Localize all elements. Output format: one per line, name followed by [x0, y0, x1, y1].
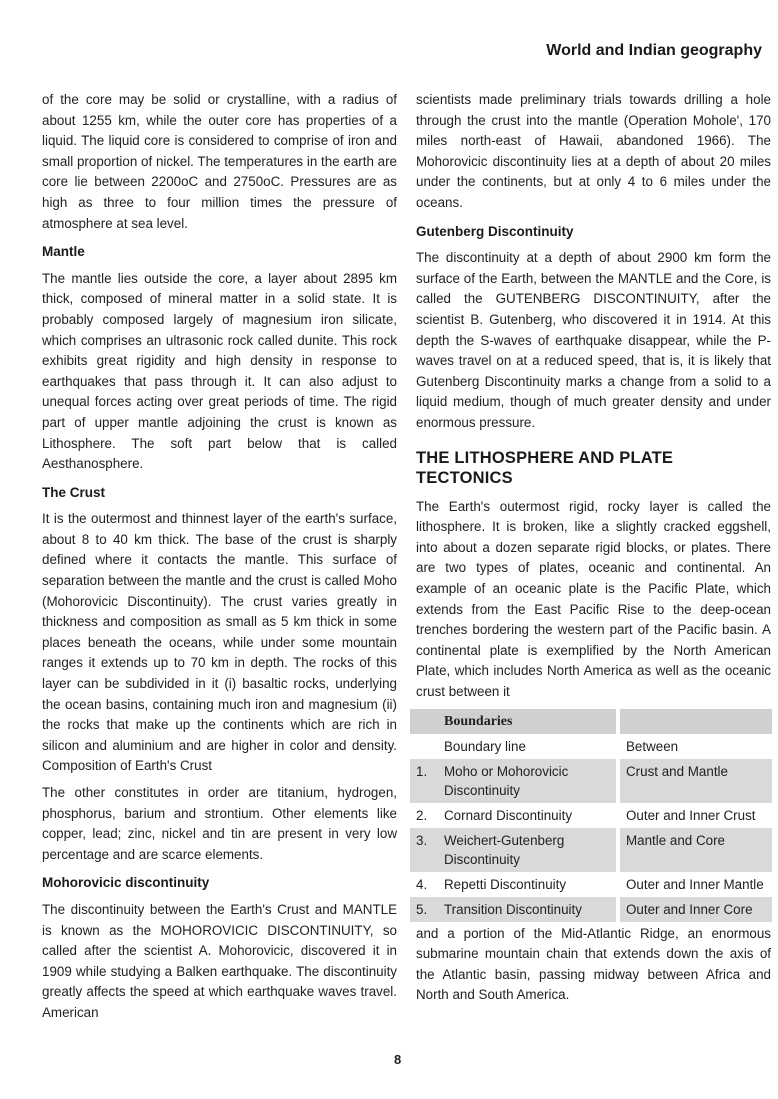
mantle-paragraph: The mantle lies outside the core, a layer about 2895 km thick, composed of mineral matter in a solid state. It is probably composed largely of magnesium iron silicate, which comprises an ultrasonic rock called dunite. This rock exhibits great rigidity and high density in response to earthquakes that pass through it. It can also adjust to unequal forces acting over great periods of time. The rigid part of upper mantle adjoining the crust is known as Lithosphere. The soft part below that is called Aesthanosphere. — [42, 270, 397, 472]
right-column — [416, 90, 771, 1012]
boundaries-table — [410, 709, 772, 922]
gutenberg-heading: Gutenberg Discontinuity — [416, 223, 574, 239]
table-row: 5. Transition Discontinuity Outer and Inner Core — [410, 897, 772, 922]
crust-heading: The Crust — [42, 484, 106, 500]
table-row: 3. Weichert-Gutenberg Discontinuity Mantle and Core — [410, 828, 772, 872]
table-row: 4. Repetti Discontinuity Outer and Inner Mantle — [410, 872, 772, 897]
crust-paragraph-1: It is the outermost and thinnest layer of the earth's surface, about 8 to 40 km thick. The base of the crust is sharply defined where it contacts the mantle. This surface of separation between the mantle and the crust is called Moho (Mohorovicic Discontinuity). The crust varies greatly in thickness and composition as small as 5 km thick in some places beneath the oceans, while under some mountain ranges it extends up to 70 km in depth. The rocks of this layer can be subdivided in it (i) basaltic rocks, underlying the ocean basins, containing much iron and magnesium (ii) the rocks that make up the continents which are rich in silicon and aluminium and are higher in color and density. Composition of Earth's Crust — [42, 511, 397, 774]
table-title-row — [410, 709, 772, 734]
mantle-heading: Mantle — [42, 244, 85, 260]
moho-continuation-paragraph: scientists made preliminary trials towards drilling a hole through the crust into the mantle (Operation Mohole', 170 miles north-east of Hawaii, abandoned 1966). The Mohorovicic discontinuity lies at a depth of about 20 miles under the continents, but at only 4 to 6 miles under the oceans. — [416, 92, 771, 210]
running-header: World and Indian geography — [546, 42, 762, 59]
column-header-between: Between — [626, 738, 679, 754]
column-header-boundary-line: Boundary line — [444, 738, 526, 754]
table-title: Boundaries — [438, 709, 616, 734]
moho-heading: Mohorovicic discontinuity — [42, 875, 210, 891]
crust-paragraph-2: The other constitutes in order are titanium, hydrogen, phosphorus, barium and strontium. Other elements like copper, lead; zinc, nickel and tin are present in very low percentage and are scarce elements. — [42, 785, 397, 862]
moho-paragraph: The discontinuity between the Earth's Crust and MANTLE is known as the MOHOROVICIC DISCONTINUITY, so called after the scientist A. Mohorovicic, discovered it in 1909 while studying a Balken earthquake. The discontinuity greatly affects the speed at which earthquake waves travel. American — [42, 901, 397, 1020]
table-header-row — [410, 734, 772, 759]
page-number: 8 — [394, 1052, 402, 1067]
lithosphere-paragraph: The Earth's outermost rigid, rocky layer is called the lithosphere. It is broken, like a slightly cracked eggshell, into about a dozen separate rigid blocks, or plates. There are two types of plates, oceanic and continental. An example of an oceanic plate is the Pacific Plate, which extends from the East Pacific Rise to the deep-ocean trenches bordering the western part of the Pacific basin. A continental plate is exemplified by the North American Plate, which includes North America as well as the oceanic crust between it — [416, 498, 771, 700]
table-row: 2. Cornard Discontinuity Outer and Inner Crust — [410, 803, 772, 828]
lithosphere-section-heading: THE LITHOSPHERE AND PLATE TECTONICS — [416, 448, 674, 488]
table-row: 1. Moho or Mohorovicic Discontinuity Crust and Mantle — [410, 759, 772, 803]
gutenberg-paragraph: The discontinuity at a depth of about 2900 km form the surface of the Earth, between the MANTLE and the Core, is called the GUTENBERG DISCONTINUITY, after the scientist B. Gutenberg, who discovered it in 1914. At this depth the S-waves of earthquake disappear, while the P-waves travel on at a reduced speed, that is, it is likely that Gutenberg Discontinuity marks a change from a solid to a liquid medium, though of much greater density and under enormous pressure. — [416, 250, 771, 430]
after-table-paragraph: and a portion of the Mid-Atlantic Ridge, an enormous submarine mountain chain that extends down the axis of the Atlantic basin, passing midway between Africa and North and South America. — [416, 925, 771, 1003]
left-column — [42, 90, 397, 1030]
core-continuation-paragraph: of the core may be solid or crystalline, with a radius of about 1255 km, while the outer core has properties of a liquid. The liquid core is considered to comprise of iron and small proportion of nickel. The temperatures in the earth are core lie between 2200oC and 2750oC. Pressures are as high as three to four million times the pressure of atmosphere at sea level. — [42, 92, 397, 231]
